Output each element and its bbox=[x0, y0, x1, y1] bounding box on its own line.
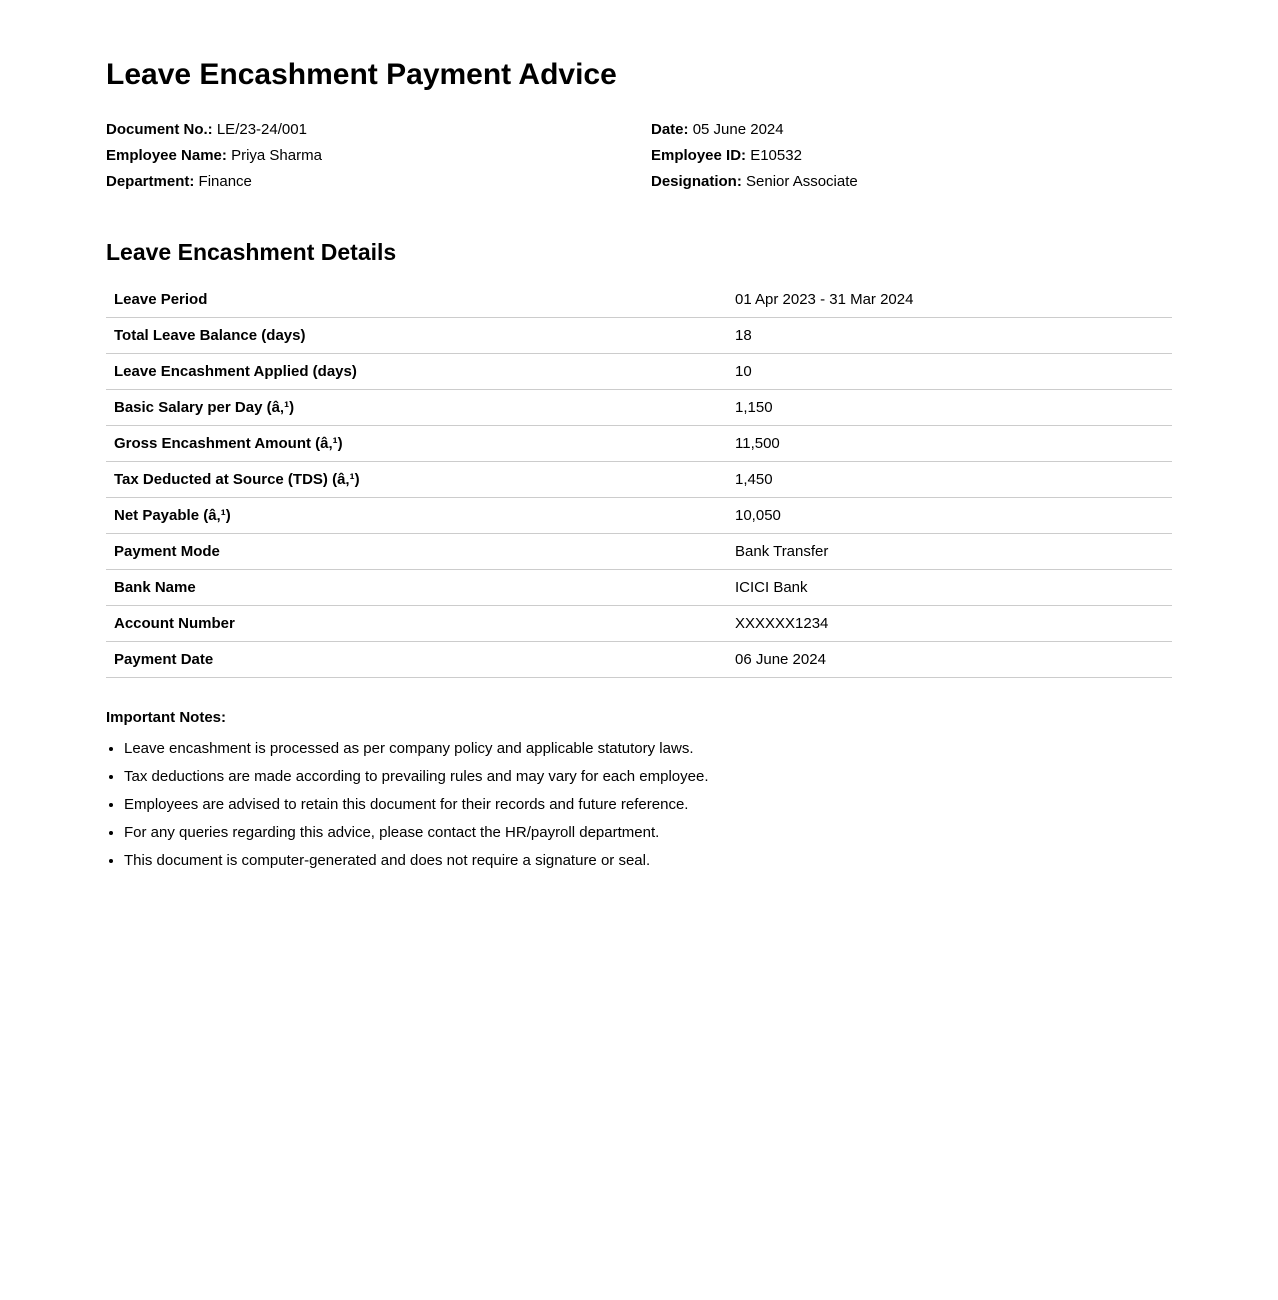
table-row-bank-name bbox=[106, 570, 1172, 606]
page-title: Leave Encashment Payment Advice bbox=[106, 58, 617, 91]
meta-designation bbox=[651, 169, 1172, 195]
row-label: Basic Salary per Day (â‚¹) bbox=[106, 390, 727, 426]
row-value: 18 bbox=[727, 318, 1172, 354]
note-item: • This document is computer-generated and does not require a signature or seal. bbox=[124, 853, 1172, 869]
row-value: 10,050 bbox=[727, 498, 1172, 534]
row-value: 06 June 2024 bbox=[727, 642, 1172, 678]
meta-label: Department: bbox=[106, 173, 195, 190]
row-value: 10 bbox=[727, 354, 1172, 390]
meta-value: LE/23-24/001 bbox=[216, 121, 307, 138]
table-row-gross-amount bbox=[106, 426, 1172, 462]
row-label: Payment Mode bbox=[106, 534, 727, 570]
table-row-payment-date bbox=[106, 642, 1172, 678]
meta-label: Employee Name: bbox=[106, 147, 227, 164]
meta-label: Designation: bbox=[651, 173, 742, 190]
table-row-basic-salary bbox=[106, 390, 1172, 426]
table-row-total-leave-balance bbox=[106, 318, 1172, 354]
meta-label: Document No.: bbox=[106, 121, 213, 138]
meta-value: Finance bbox=[198, 173, 252, 190]
meta-value: 05 June 2024 bbox=[692, 121, 784, 138]
row-label: Bank Name bbox=[106, 570, 727, 606]
meta-department bbox=[106, 169, 651, 195]
table-row-leave-period bbox=[106, 282, 1172, 318]
note-item: • Employees are advised to retain this document for their records and future reference. bbox=[124, 797, 1172, 813]
table-row-net-payable bbox=[106, 498, 1172, 534]
meta-employee-id bbox=[651, 143, 1172, 169]
row-label: Total Leave Balance (days) bbox=[106, 318, 727, 354]
meta-label: Employee ID: bbox=[651, 147, 747, 164]
note-item: • For any queries regarding this advice, please contact the HR/payroll department. bbox=[124, 825, 1172, 841]
row-value: 01 Apr 2023 - 31 Mar 2024 bbox=[727, 282, 1172, 318]
meta-label: Date: bbox=[651, 121, 689, 138]
document-page bbox=[106, 0, 1172, 869]
meta-document-no bbox=[106, 117, 651, 143]
row-label: Gross Encashment Amount (â‚¹) bbox=[106, 426, 727, 462]
notes-list bbox=[106, 741, 1172, 869]
meta-value: E10532 bbox=[750, 147, 802, 164]
note-item: • Tax deductions are made according to prevailing rules and may vary for each employee. bbox=[124, 769, 1172, 785]
row-label: Account Number bbox=[106, 606, 727, 642]
table-row-encashment-applied bbox=[106, 354, 1172, 390]
row-label: Payment Date bbox=[106, 642, 727, 678]
row-value: ICICI Bank bbox=[727, 570, 1172, 606]
table-row-account-number bbox=[106, 606, 1172, 642]
row-value: 1,150 bbox=[727, 390, 1172, 426]
row-label: Net Payable (â‚¹) bbox=[106, 498, 727, 534]
note-item: • Leave encashment is processed as per company policy and applicable statutory laws. bbox=[124, 741, 1172, 757]
row-label: Tax Deducted at Source (TDS) (â‚¹) bbox=[106, 462, 727, 498]
row-label: Leave Encashment Applied (days) bbox=[106, 354, 727, 390]
meta-employee-name bbox=[106, 143, 651, 169]
leave-details-table bbox=[106, 282, 1172, 678]
table-row-tds bbox=[106, 462, 1172, 498]
meta-value: Senior Associate bbox=[746, 173, 858, 190]
row-label: Leave Period bbox=[106, 282, 727, 318]
table-row-payment-mode bbox=[106, 534, 1172, 570]
meta-value: Priya Sharma bbox=[231, 147, 322, 164]
row-value: 11,500 bbox=[727, 426, 1172, 462]
row-value: 1,450 bbox=[727, 462, 1172, 498]
row-value: XXXXXX1234 bbox=[727, 606, 1172, 642]
row-value: Bank Transfer bbox=[727, 534, 1172, 570]
document-meta bbox=[106, 117, 1172, 195]
section-heading: Leave Encashment Details bbox=[106, 239, 397, 265]
notes-heading: Important Notes: bbox=[106, 709, 226, 727]
meta-date bbox=[651, 117, 1172, 143]
